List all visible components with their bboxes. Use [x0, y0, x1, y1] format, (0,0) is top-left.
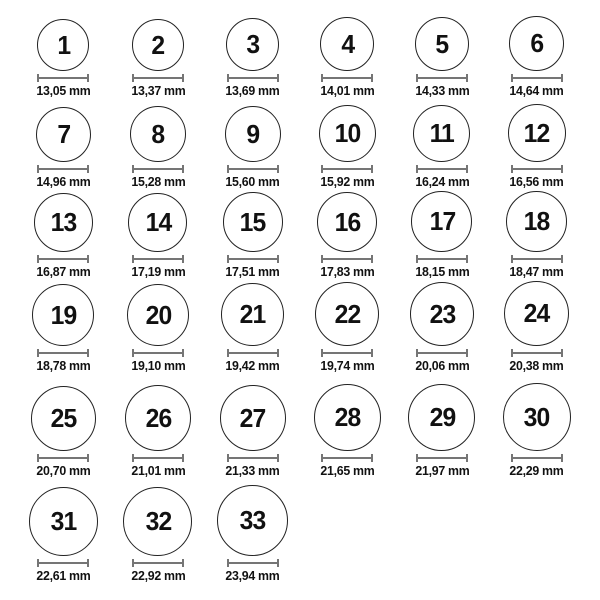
ring-circle — [315, 282, 379, 346]
diameter-ruler-icon — [227, 255, 279, 263]
diameter-ruler-icon — [511, 349, 563, 357]
chart-row — [16, 98, 584, 189]
diameter-label: 14,33 mm — [414, 83, 469, 98]
ring-size-number: 24 — [523, 298, 550, 328]
diameter-ruler-icon — [132, 454, 184, 462]
diameter-label: 13,69 mm — [225, 83, 280, 98]
ring-circle — [37, 19, 89, 71]
ring-size-cell — [489, 4, 584, 98]
diameter-ruler-icon — [321, 454, 373, 462]
diameter-ruler-icon — [511, 74, 563, 82]
ring-size-number: 28 — [334, 402, 361, 432]
ring-circle — [132, 19, 184, 71]
ring-size-cell — [16, 98, 111, 189]
diameter-label: 22,29 mm — [509, 463, 564, 478]
ring-size-number: 8 — [151, 118, 165, 149]
chart-row — [16, 4, 584, 98]
ring-size-number: 9 — [246, 118, 260, 149]
diameter-label: 13,05 mm — [36, 83, 91, 98]
ring-circle — [226, 18, 279, 71]
ring-circle — [410, 282, 474, 346]
diameter-ruler-icon — [37, 349, 89, 357]
diameter-label: 19,42 mm — [225, 358, 280, 373]
ring-size-cell — [205, 189, 300, 279]
diameter-label: 14,96 mm — [36, 174, 91, 189]
ring-size-number: 14 — [145, 207, 171, 237]
ring-size-cell — [16, 279, 111, 373]
ring-size-number: 31 — [50, 506, 77, 536]
ring-circle — [220, 385, 286, 451]
diameter-ruler-icon — [227, 454, 279, 462]
ring-circle — [31, 386, 96, 451]
diameter-ruler-icon — [511, 255, 563, 263]
diameter-ruler-icon — [37, 255, 89, 263]
ring-circle — [508, 104, 566, 162]
ring-size-cell — [300, 373, 395, 478]
ring-size-number: 32 — [145, 506, 171, 536]
ring-size-cell — [395, 373, 490, 478]
ring-size-cell — [111, 4, 206, 98]
diameter-label: 19,74 mm — [320, 358, 375, 373]
ring-circle — [509, 16, 564, 71]
diameter-ruler-icon — [321, 255, 373, 263]
ring-size-cell — [300, 279, 395, 373]
ring-size-cell — [205, 373, 300, 478]
ring-size-number: 4 — [340, 28, 354, 59]
ring-circle — [317, 192, 377, 252]
diameter-ruler-icon — [511, 165, 563, 173]
diameter-ruler-icon — [227, 165, 279, 173]
diameter-label: 19,10 mm — [130, 358, 185, 373]
ring-size-cell — [205, 279, 300, 373]
diameter-label: 20,70 mm — [36, 463, 91, 478]
diameter-label: 18,47 mm — [509, 264, 564, 279]
ring-size-number: 7 — [56, 119, 70, 149]
diameter-ruler-icon — [416, 255, 468, 263]
ring-circle — [127, 284, 189, 346]
diameter-ruler-icon — [37, 454, 89, 462]
ring-circle — [29, 487, 98, 556]
diameter-ruler-icon — [132, 165, 184, 173]
ring-size-number: 26 — [145, 402, 171, 433]
diameter-label: 18,78 mm — [36, 358, 91, 373]
ring-circle — [123, 487, 192, 556]
ring-circle — [32, 284, 94, 346]
diameter-ruler-icon — [132, 255, 184, 263]
diameter-ruler-icon — [321, 74, 373, 82]
ring-circle — [36, 107, 91, 162]
ring-size-cell — [205, 98, 300, 189]
ring-circle — [415, 17, 469, 71]
ring-size-cell — [395, 189, 490, 279]
diameter-ruler-icon — [416, 349, 468, 357]
ring-size-cell — [16, 478, 111, 583]
ring-size-cell — [111, 279, 206, 373]
ring-size-number: 2 — [151, 29, 165, 60]
ring-circle — [503, 383, 571, 451]
ring-size-cell — [205, 4, 300, 98]
diameter-ruler-icon — [416, 165, 468, 173]
ring-size-number: 18 — [523, 206, 550, 236]
diameter-ruler-icon — [37, 165, 89, 173]
ring-size-number: 12 — [523, 117, 550, 148]
ring-size-number: 21 — [239, 299, 266, 329]
ring-circle — [314, 384, 381, 451]
ring-size-number: 20 — [145, 299, 171, 330]
ring-circle — [34, 193, 93, 252]
ring-size-number: 17 — [429, 206, 455, 236]
diameter-label: 16,87 mm — [36, 264, 91, 279]
diameter-label: 17,51 mm — [225, 264, 280, 279]
chart-row — [16, 478, 584, 583]
ring-circle — [130, 106, 186, 162]
ring-size-cell — [111, 373, 206, 478]
diameter-ruler-icon — [416, 454, 468, 462]
diameter-ruler-icon — [37, 559, 89, 567]
ring-circle — [504, 281, 569, 346]
ring-size-cell — [205, 478, 300, 583]
ring-size-number: 13 — [50, 207, 77, 237]
ring-circle — [320, 17, 374, 71]
ring-size-number: 1 — [56, 29, 70, 60]
ring-size-cell — [489, 373, 584, 478]
diameter-label: 16,56 mm — [509, 174, 564, 189]
ring-circle — [411, 191, 472, 252]
ring-circle — [125, 385, 191, 451]
ring-size-cell — [16, 4, 111, 98]
diameter-ruler-icon — [227, 74, 279, 82]
ring-size-number: 16 — [334, 206, 361, 237]
diameter-label: 14,01 mm — [320, 83, 375, 98]
diameter-ruler-icon — [416, 74, 468, 82]
ring-circle — [128, 193, 187, 252]
ring-circle — [225, 106, 281, 162]
ring-size-cell — [16, 189, 111, 279]
diameter-label: 18,15 mm — [414, 264, 469, 279]
diameter-label: 21,01 mm — [130, 463, 185, 478]
diameter-ruler-icon — [511, 454, 563, 462]
ring-size-number: 3 — [246, 29, 260, 59]
diameter-ruler-icon — [37, 74, 89, 82]
diameter-label: 13,37 mm — [130, 83, 185, 98]
diameter-ruler-icon — [321, 165, 373, 173]
ring-circle — [413, 105, 470, 162]
diameter-label: 22,61 mm — [36, 568, 91, 583]
diameter-label: 15,60 mm — [225, 174, 280, 189]
ring-size-cell — [489, 98, 584, 189]
ring-size-cell — [489, 189, 584, 279]
ring-size-cell — [111, 98, 206, 189]
diameter-label: 23,94 mm — [225, 568, 280, 583]
diameter-label: 21,97 mm — [414, 463, 469, 478]
ring-circle — [408, 384, 475, 451]
ring-size-cell — [395, 98, 490, 189]
ring-size-number: 10 — [334, 118, 361, 148]
ring-size-number: 22 — [334, 298, 361, 329]
diameter-ruler-icon — [132, 349, 184, 357]
chart-row — [16, 373, 584, 478]
ring-circle — [506, 191, 567, 252]
diameter-ruler-icon — [321, 349, 373, 357]
diameter-label: 14,64 mm — [509, 83, 564, 98]
ring-size-cell — [489, 279, 584, 373]
ring-size-cell — [111, 189, 206, 279]
ring-size-number: 25 — [50, 403, 77, 433]
ring-circle — [223, 192, 283, 252]
diameter-label: 20,38 mm — [509, 358, 564, 373]
ring-size-cell — [300, 4, 395, 98]
diameter-label: 22,92 mm — [130, 568, 185, 583]
ring-size-number: 27 — [239, 402, 266, 433]
ring-size-number: 15 — [239, 206, 266, 237]
ring-size-cell — [16, 373, 111, 478]
ring-size-cell — [300, 98, 395, 189]
diameter-label: 16,24 mm — [414, 174, 469, 189]
ring-size-cell — [395, 279, 490, 373]
diameter-label: 17,19 mm — [130, 264, 185, 279]
diameter-label: 15,92 mm — [320, 174, 375, 189]
diameter-label: 17,83 mm — [320, 264, 375, 279]
diameter-ruler-icon — [227, 349, 279, 357]
ring-circle — [217, 485, 288, 556]
diameter-ruler-icon — [132, 74, 184, 82]
ring-size-number: 30 — [523, 401, 550, 432]
ring-circle — [221, 283, 284, 346]
chart-row — [16, 189, 584, 279]
ring-size-number: 19 — [50, 299, 77, 330]
ring-size-cell — [395, 4, 490, 98]
diameter-label: 21,65 mm — [320, 463, 375, 478]
diameter-ruler-icon — [227, 559, 279, 567]
ring-size-cell — [300, 189, 395, 279]
ring-size-number: 29 — [429, 402, 455, 432]
ring-size-number: 6 — [530, 28, 544, 58]
ring-size-number: 33 — [239, 505, 266, 535]
diameter-label: 21,33 mm — [225, 463, 280, 478]
diameter-ruler-icon — [132, 559, 184, 567]
diameter-label: 20,06 mm — [414, 358, 469, 373]
ring-size-cell — [111, 478, 206, 583]
chart-row — [16, 279, 584, 373]
ring-size-number: 11 — [429, 118, 455, 148]
ring-circle — [319, 105, 376, 162]
ring-size-number: 23 — [429, 298, 455, 329]
ring-size-number: 5 — [435, 28, 449, 59]
diameter-label: 15,28 mm — [130, 174, 185, 189]
